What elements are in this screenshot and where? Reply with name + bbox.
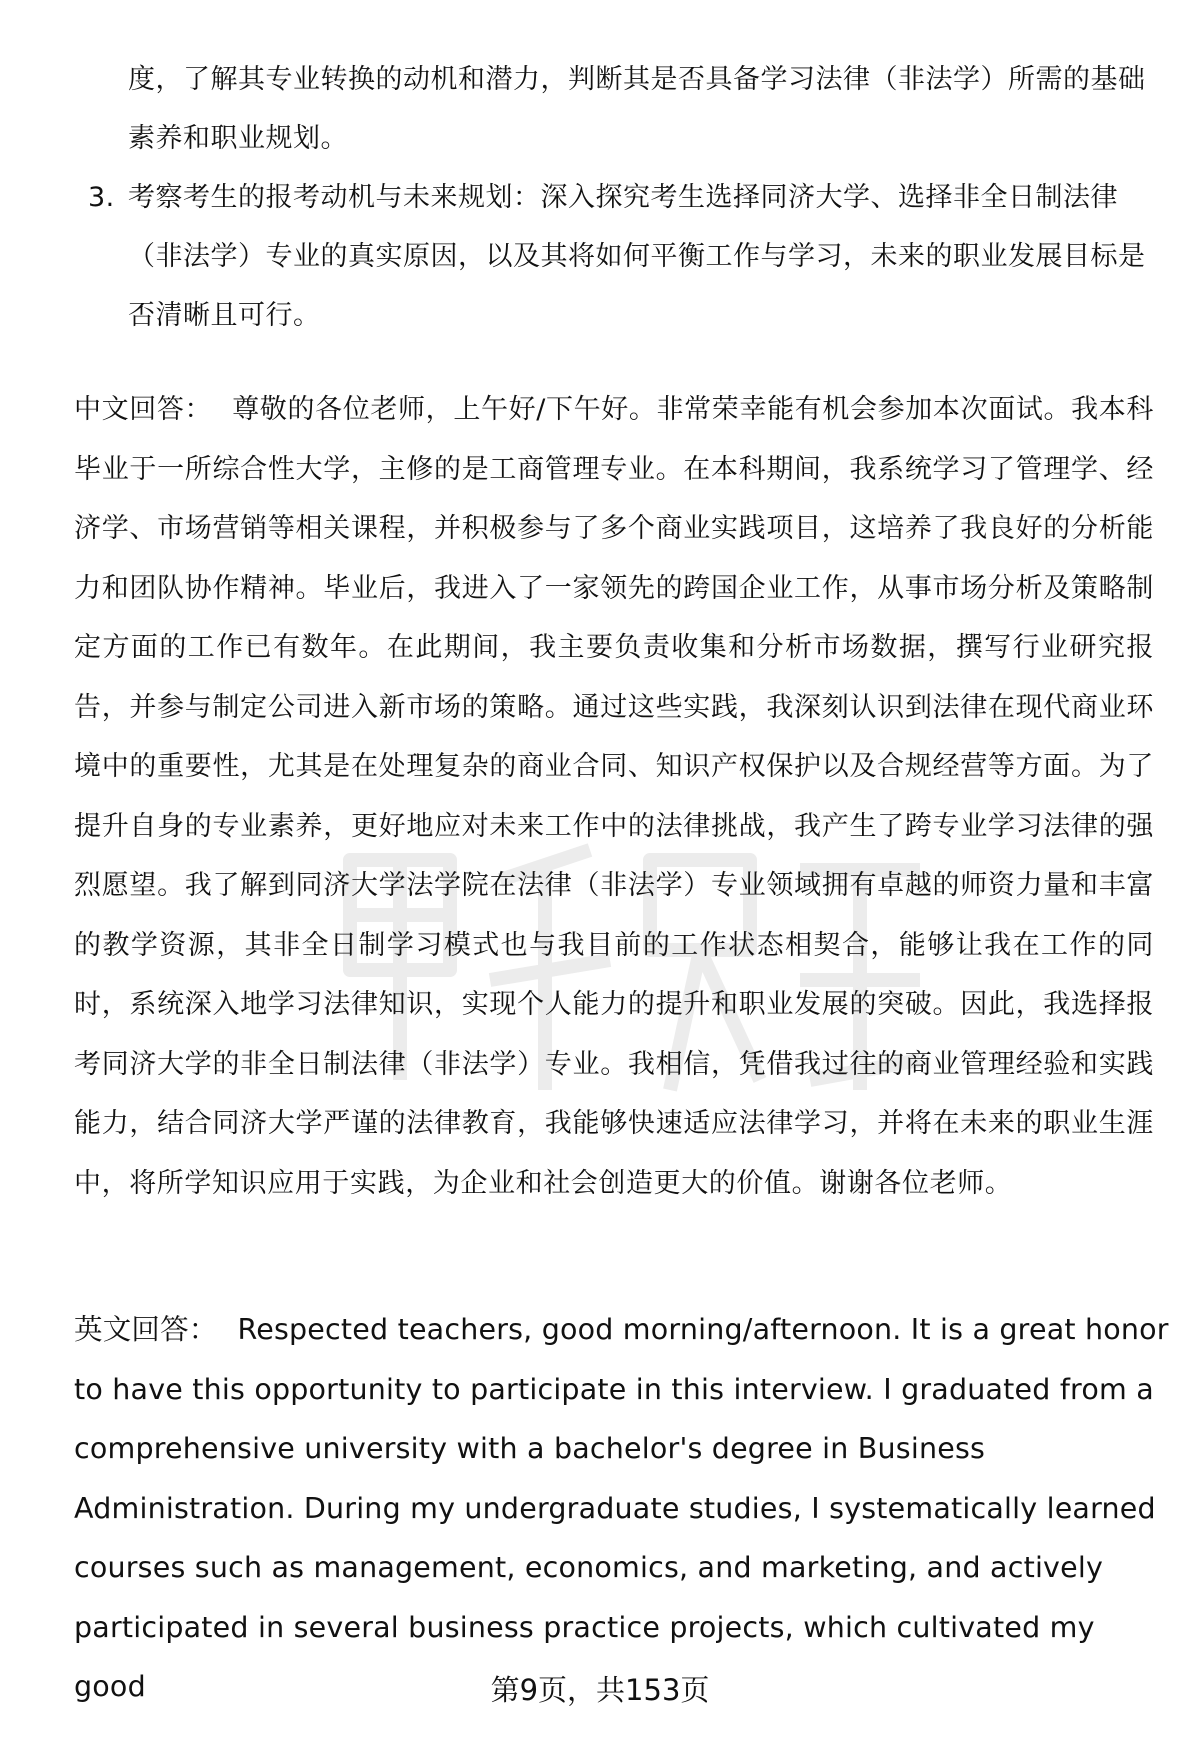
chinese-answer-paragraph	[74, 380, 1154, 1213]
chinese-answer-text: 尊敬的各位老师，上午好/下午好。非常荣幸能有机会参加本次面试。我本科毕业于一所综合性大学，主修的是工商管理专业。在本科期间，我系统学习了管理学、经济学、市场营销等相关课程，并积极参与了多个商业实践项目，这培养了我良好的分析能力和团队协作精神。毕业后，我进入了一家领先的跨国企业工作，从事市场分析及策略制定方面的工作已有数年。在此期间，我主要负责收集和分析市场数据，撰写行业研究报告，并参与制定公司进入新市场的策略。通过这些实践，我深刻认识到法律在现代商业环境中的重要性，尤其是在处理复杂的商业合同、知识产权保护以及合规经营等方面。为了提升自身的专业素养，更好地应对未来工作中的法律挑战，我产生了跨专业学习法律的强烈愿望。我了解到同济大学法学院在法律（非法学）专业领域拥有卓越的师资力量和丰富的教学资源，其非全日制学习模式也与我目前的工作状态相契合，能够让我在工作的同时，系统深入地学习法律知识，实现个人能力的提升和职业发展的突破。因此，我选择报考同济大学的非全日制法律（非法学）专业。我相信，凭借我过往的商业管理经验和实践能力，结合同济大学严谨的法律教育，我能够快速适应法律学习，并将在未来的职业生涯中，将所学知识应用于实践，为企业和社会创造更大的价值。谢谢各位老师。	[74, 394, 1155, 1199]
list-item-text: 度，了解其专业转换的动机和潜力，判断其是否具备学习法律（非法学）所需的基础素养和职业规划。	[128, 64, 1146, 154]
list-item-text: 考察考生的报考动机与未来规划：深入探究考生选择同济大学、选择非全日制法律（非法学）专业的真实原因，以及其将如何平衡工作与学习，未来的职业发展目标是否清晰且可行。	[128, 182, 1146, 331]
list-item-number: 3.	[88, 182, 115, 213]
list-item-continuation	[74, 50, 1154, 168]
english-answer-label: 英文回答：	[74, 1313, 218, 1346]
list-item-3	[74, 168, 1154, 345]
chinese-answer-label: 中文回答：	[74, 394, 213, 425]
page-number-footer: 第9页，共153页	[490, 1673, 710, 1707]
interview-focus-list	[74, 50, 1154, 345]
english-answer-text: Respected teachers, good morning/afternoon. It is a great honor to have this opportunity to participate in this interview. I graduated from a comprehensive university with a bachelor's degree in Business Administration. During my undergraduate studies, I systematically learned courses such as management, economics, and marketing, and actively participated in several business practice projects, which cultivated my good	[74, 1313, 1169, 1703]
english-answer-paragraph	[74, 1300, 1174, 1717]
